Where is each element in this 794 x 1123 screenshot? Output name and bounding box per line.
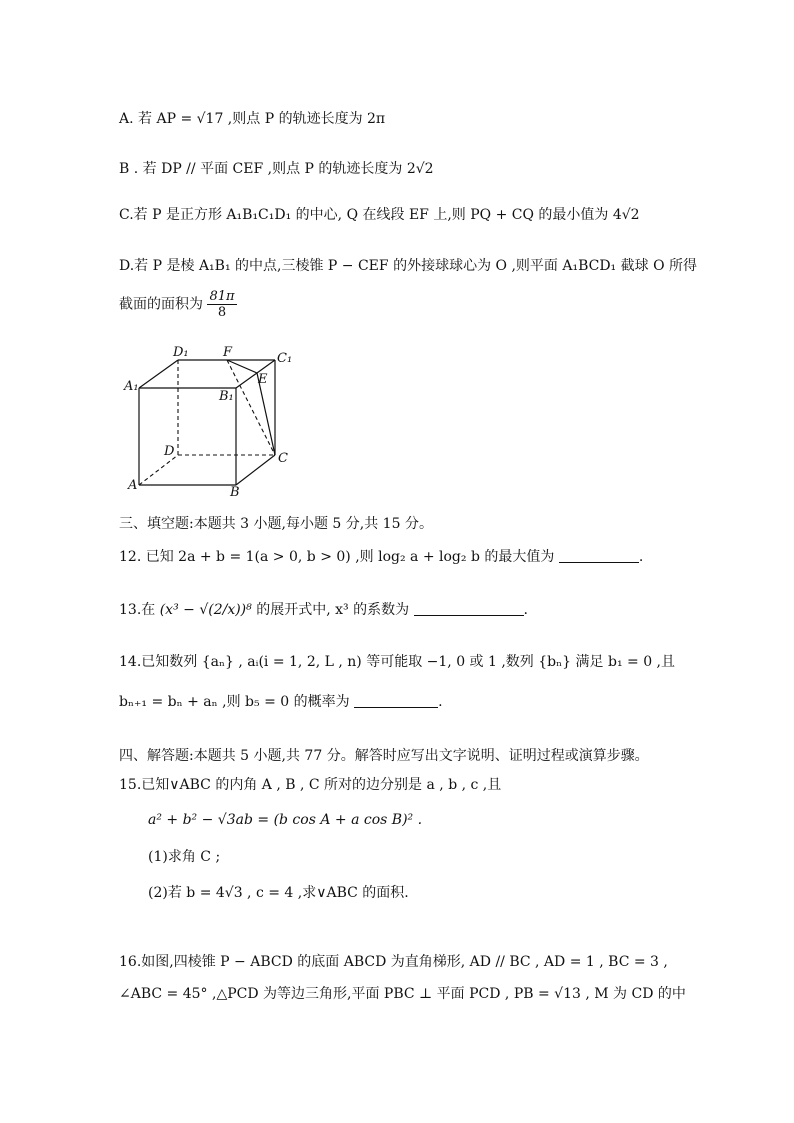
option-d-prefix: 截面的面积为 (119, 296, 203, 313)
label-a1: A₁ (124, 379, 139, 394)
question-15: 15.已知∨ABC 的内角 A , B , C 所对的边分别是 a , b , c ,且 (119, 777, 502, 793)
area-numerator: 81π (209, 289, 235, 304)
label-f: F (223, 345, 233, 360)
area-denominator: 8 (217, 305, 227, 320)
label-b1: B₁ (219, 389, 234, 404)
question-13-intro: 13.在 (119, 602, 156, 618)
question-16-line1: 16.如图,四棱锥 P − ABCD 的底面 ABCD 为直角梯形, AD // BC , AD = 1 , BC = 3 , (119, 954, 668, 970)
answer-blank-12 (559, 550, 639, 563)
option-d-line2 (119, 290, 237, 319)
question-13-end: . (523, 602, 528, 618)
question-14-line2 (119, 695, 443, 709)
label-c: C (278, 451, 288, 466)
area-fraction (207, 290, 236, 319)
question-16-line2: ∠ABC = 45° ,△PCD 为等边三角形,平面 PBC ⊥ 平面 PCD , PB = √13 , M 为 CD 的中 (119, 986, 686, 1002)
question-13-text: 的展开式中, x³ 的系数为 (256, 602, 410, 618)
question-12-end: . (638, 549, 644, 565)
question-14-end: . (438, 694, 443, 710)
question-12 (119, 550, 643, 564)
question-13-expression: (x³ − √(2/x))⁸ (159, 602, 252, 618)
label-b: B (230, 485, 240, 500)
option-b: B . 若 DP // 平面 CEF ,则点 P 的轨迹长度为 2√2 (119, 161, 434, 177)
label-e: E (258, 372, 268, 387)
question-12-text: 12. 已知 2a + b = 1(a > 0, b > 0) ,则 log₂ a + log₂ b 的最大值为 (119, 549, 555, 565)
label-a: A (128, 478, 138, 493)
question-15-part-1: (1)求角 C ; (148, 849, 221, 865)
label-d1: D₁ (173, 345, 189, 360)
option-d-line1: D.若 P 是棱 A₁B₁ 的中点,三棱锥 P − CEF 的外接球球心为 O ,则平面 A₁BCD₁ 截球 O 所得 (119, 258, 697, 274)
section-3-heading: 三、填空题:本题共 3 小题,每小题 5 分,共 15 分。 (119, 516, 433, 532)
label-d: D (164, 444, 175, 459)
option-a: A. 若 AP = √17 ,则点 P 的轨迹长度为 2π (119, 111, 386, 127)
question-15-part-2: (2)若 b = 4√3 , c = 4 ,求∨ABC 的面积. (148, 885, 409, 901)
question-13 (119, 603, 528, 617)
section-4-heading: 四、解答题:本题共 5 小题,共 77 分。解答时应写出文字说明、证明过程或演算步骤。 (119, 748, 649, 764)
cube-figure (120, 342, 300, 502)
label-c1: C₁ (277, 351, 293, 366)
question-14-line1: 14.已知数列 {aₙ} , aᵢ(i = 1, 2, L , n) 等可能取 −1, 0 或 1 ,数列 {bₙ} 满足 b₁ = 0 ,且 (119, 654, 676, 670)
question-15-equation: a² + b² − √3ab = (b cos A + a cos B)² . (148, 812, 423, 828)
question-14-text: bₙ₊₁ = bₙ + aₙ ,则 b₅ = 0 的概率为 (119, 694, 350, 710)
answer-blank-13 (414, 603, 524, 616)
option-c: C.若 P 是正方形 A₁B₁C₁D₁ 的中心, Q 在线段 EF 上,则 PQ + CQ 的最小值为 4√2 (119, 207, 640, 223)
answer-blank-14 (354, 695, 438, 708)
